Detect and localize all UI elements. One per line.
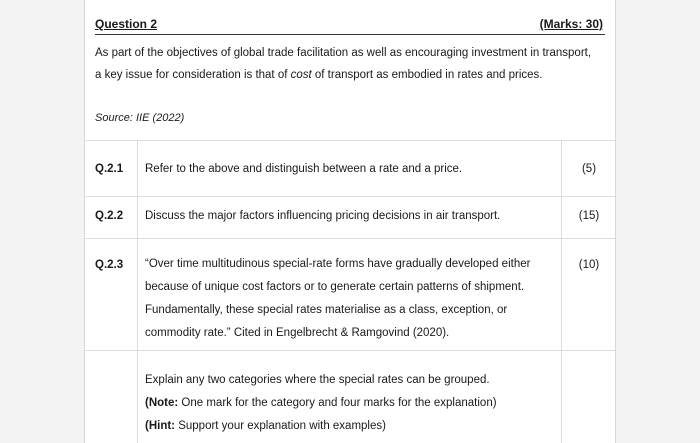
table-divider [85, 238, 615, 239]
subquestion-number: Q.2.1 [95, 163, 124, 175]
question-marks: (Marks: 30) [539, 17, 603, 31]
question-intro [95, 42, 610, 86]
table-divider [85, 140, 615, 141]
note-text: One mark for the category and four marks for the explanation) [178, 397, 497, 409]
intro-text-a: a key issue for consideration is that of [95, 69, 291, 81]
subquestion-marks: (10) [578, 259, 600, 271]
quote-line: “Over time multitudinous special-rate forms have gradually developed either [145, 258, 531, 270]
intro-line-1: As part of the objectives of global trade facilitation as well as encouraging investment in transport, [95, 47, 592, 59]
intro-emphasis: cost [290, 69, 312, 81]
hint-text: Support your explanation with examples) [175, 420, 386, 432]
subquestion-instructions [145, 369, 565, 438]
subquestion-quote [145, 253, 565, 345]
note-label: (Note: [145, 397, 179, 409]
table-divider [85, 196, 615, 197]
source-citation: Source: IIE (2022) [95, 112, 185, 124]
table-divider [85, 350, 615, 351]
intro-text-b: of transport as embodied in rates and prices. [311, 69, 543, 81]
note-line [145, 392, 565, 415]
subquestion-marks: (5) [581, 163, 597, 175]
table-column-divider [137, 140, 138, 443]
subquestion-number: Q.2.2 [95, 210, 124, 222]
quote-line: because of unique cost factors or to generate certain patterns of shipment. [145, 281, 525, 293]
question-title: Question 2 [95, 17, 158, 31]
hint-line [145, 415, 565, 438]
subquestion-text: Refer to the above and distinguish between a rate and a price. [145, 163, 463, 175]
hint-label: (Hint: [145, 420, 176, 432]
subquestion-text: Discuss the major factors influencing pricing decisions in air transport. [145, 210, 501, 222]
quote-line: Fundamentally, these special rates materialise as a class, exception, or [145, 304, 508, 316]
intro-line-2 [95, 64, 610, 86]
subquestion-marks: (15) [578, 210, 600, 222]
quote-line: commodity rate.” Cited in Engelbrecht & Ramgovind (2020). [145, 327, 450, 339]
instruction-line: Explain any two categories where the special rates can be grouped. [145, 374, 490, 386]
exam-page [84, 0, 616, 443]
question-header [95, 14, 605, 35]
subquestion-number: Q.2.3 [95, 259, 124, 271]
